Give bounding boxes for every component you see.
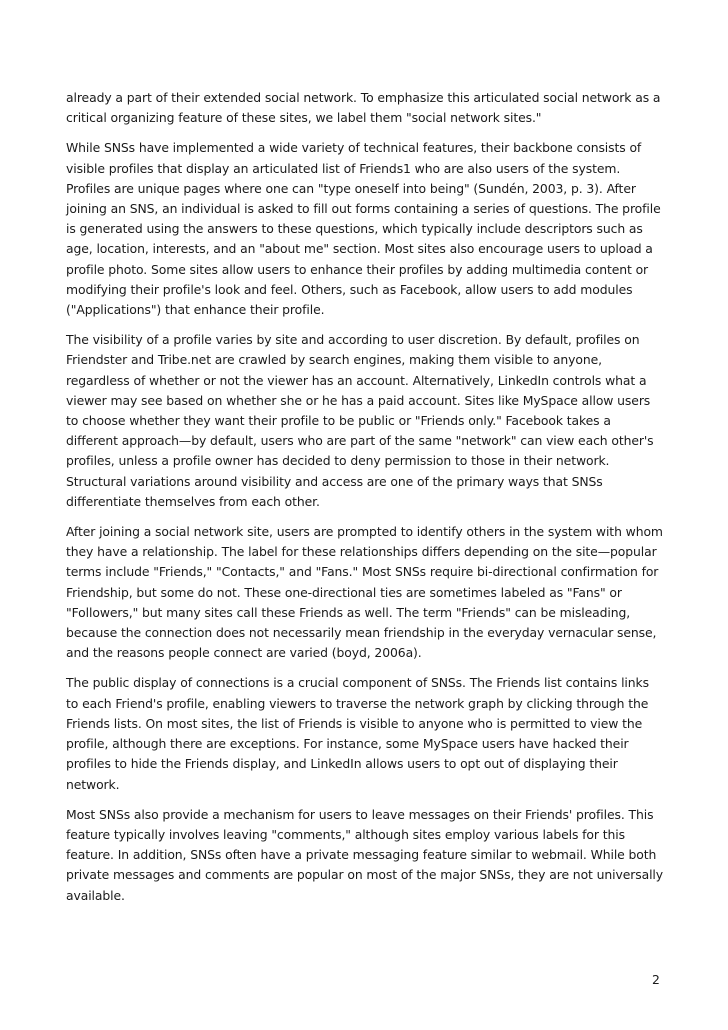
- document-page: [66, 88, 664, 916]
- paragraph-3: The visibility of a profile varies by site and according to user discretion. By default, profiles on Friendster and Tribe.net are crawled by search engines, making them visible to anyone, regardless of whether or not the viewer has an account. Alternatively, LinkedIn controls what a viewer may see based on whether she or he has a paid account. Sites like MySpace allow users to choose whether they want their profile to be public or "Friends only." Facebook takes a different approach—by default, users who are part of the same "network" can view each other's profiles, unless a profile owner has decided to deny permission to those in their network. Structural variations around visibility and access are one of the primary ways that SNSs differentiate themselves from each other.: [66, 332, 654, 509]
- paragraph-4: After joining a social network site, users are prompted to identify others in the system with whom they have a relationship. The label for these relationships differs depending on the site—popular terms include "Friends," "Contacts," and "Fans." Most SNSs require bi-directional confirmation for Friendship, but some do not. These one-directional ties are sometimes labeled as "Fans" or "Followers," but many sites call these Friends as well. The term "Friends" can be misleading, because the connection does not necessarily mean friendship in the everyday vernacular sense, and the reasons people connect are varied (boyd, 2006a).: [66, 524, 663, 661]
- paragraph-2: While SNSs have implemented a wide variety of technical features, their backbone consists of visible profiles that display an articulated list of Friends1 who are also users of the system. Profiles are unique pages where one can "type oneself into being" (Sundén, 2003, p. 3). After joining an SNS, an individual is asked to fill out forms containing a series of questions. The profile is generated using the answers to these questions, which typically include descriptors such as age, location, interests, and an "about me" section. Most sites also encourage users to upload a profile photo. Some sites allow users to enhance their profiles by adding multimedia content or modifying their profile's look and feel. Others, such as Facebook, allow users to add modules ("Applications") that enhance their profile.: [66, 140, 661, 318]
- paragraph-1: already a part of their extended social network. To emphasize this articulated social network as a critical organizing feature of these sites, we label them "social network sites.": [66, 90, 661, 126]
- page-number: 2: [652, 972, 660, 987]
- paragraph-5: The public display of connections is a crucial component of SNSs. The Friends list contains links to each Friend's profile, enabling viewers to traverse the network graph by clicking through the Friends lists. On most sites, the list of Friends is visible to anyone who is permitted to view the profile, although there are exceptions. For instance, some MySpace users have hacked their profiles to hide the Friends display, and LinkedIn allows users to opt out of displaying their network.: [66, 675, 649, 792]
- paragraph-6: Most SNSs also provide a mechanism for users to leave messages on their Friends' profiles. This feature typically involves leaving "comments," although sites employ various labels for this feature. In addition, SNSs often have a private messaging feature similar to webmail. While both private messages and comments are popular on most of the major SNSs, they are not universally available.: [66, 806, 664, 903]
